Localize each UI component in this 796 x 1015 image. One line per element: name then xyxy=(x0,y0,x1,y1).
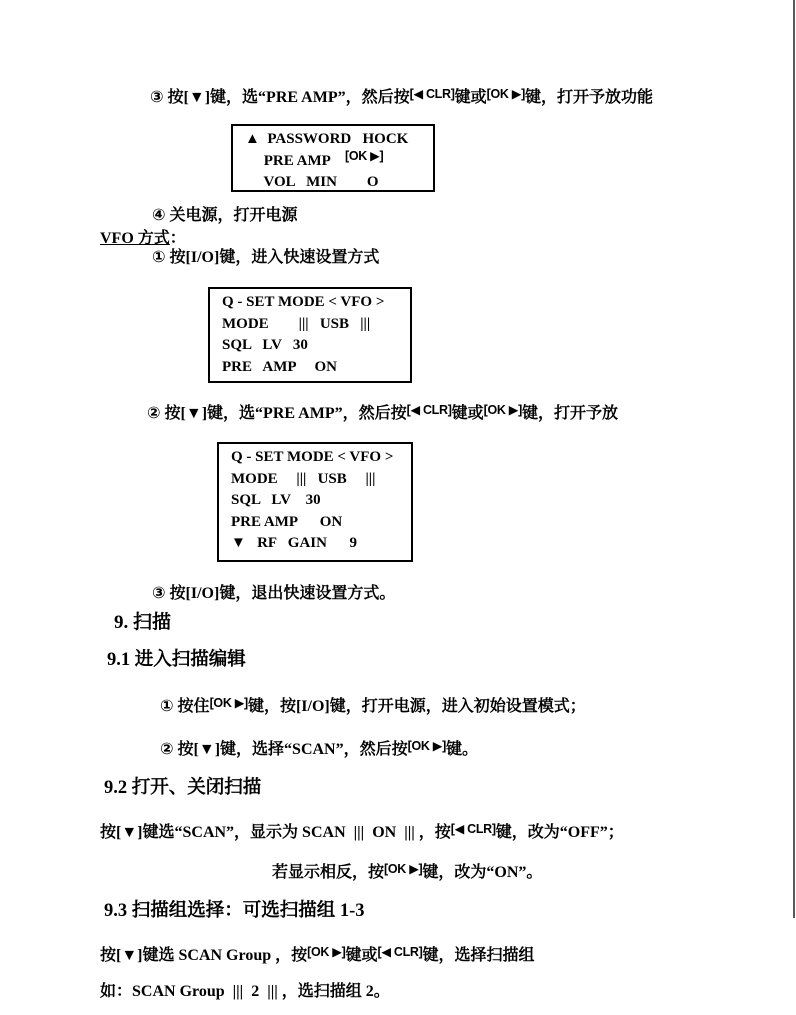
lcd-box-password-menu xyxy=(231,124,435,192)
scan-edit-step-2: ② 按[▼]键，选择“SCAN”，然后按[OK ▶]键。 xyxy=(160,738,478,758)
instruction-step3-exit: ③ 按[I/O]键，退出快速设置方式。 xyxy=(152,585,396,602)
instruction-step4-power: ④ 关电源，打开电源 xyxy=(152,207,298,224)
instruction-step1-io: ① 按[I/O]键，进入快速设置方式 xyxy=(152,249,380,266)
lcd-line: VOL MIN O xyxy=(245,174,379,190)
instruction-step3-preamp: ③ 按[▼]键，选“PRE AMP”，然后按[◀ CLR]键或[OK ▶]键，打开予放功能 xyxy=(150,86,654,106)
lcd-line: ▼ RF GAIN 9 xyxy=(231,535,357,551)
vfo-mode-label: VFO 方式： xyxy=(100,230,186,247)
scan-group-line-1: 按[▼]键选 SCAN Group ，按[OK ▶]键或[◀ CLR]键，选择扫描组 xyxy=(100,944,535,964)
section-9-2-heading: 9.2 打开、关闭扫描 xyxy=(104,778,262,798)
lcd-line: SQL LV 30 xyxy=(222,337,308,353)
section-9-1-heading: 9.1 进入扫描编辑 xyxy=(107,650,246,670)
lcd-line: ▲ PASSWORD HOCK xyxy=(245,131,409,147)
lcd-line: SQL LV 30 xyxy=(231,492,321,508)
lcd-line: Q - SET MODE < VFO > xyxy=(231,449,394,465)
lcd-box-qset-vfo-1 xyxy=(208,287,412,383)
lcd-line: MODE ||| USB ||| xyxy=(231,470,376,487)
page-edge-line xyxy=(793,0,795,918)
lcd-line: PRE AMP [OK ▶] xyxy=(245,149,384,169)
scan-group-line-2: 如：SCAN Group ||| 2 ||| ，选扫描组 2。 xyxy=(100,983,390,1000)
scan-toggle-line-1: 按[▼]键选“SCAN”，显示为 SCAN ||| ON ||| ，按[◀ CLR]键，改为“OFF”； xyxy=(100,821,624,841)
section-9-heading: 9. 扫描 xyxy=(114,612,172,633)
scan-toggle-line-2: 若显示相反，按[OK ▶]键，改为“ON”。 xyxy=(272,861,543,881)
lcd-line: Q - SET MODE < VFO > xyxy=(222,294,385,310)
section-9-3-heading: 9.3 扫描组选择：可选扫描组 1-3 xyxy=(104,901,365,921)
lcd-box-qset-vfo-2 xyxy=(217,442,413,562)
lcd-line: PRE AMP ON xyxy=(231,513,343,530)
instruction-step2-preamp: ② 按[▼]键，选“PRE AMP”，然后按[◀ CLR]键或[OK ▶]键，打开予放 xyxy=(147,402,619,422)
lcd-line: PRE AMP ON xyxy=(222,358,337,375)
lcd-line: MODE ||| USB ||| xyxy=(222,315,371,332)
scan-edit-step-1: ① 按住[OK ▶]键，按[I/O]键，打开电源，进入初始设置模式； xyxy=(160,695,586,715)
